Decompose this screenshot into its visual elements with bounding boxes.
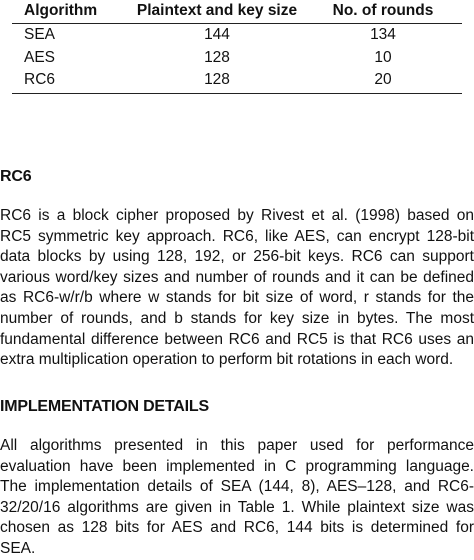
table-cell: 134: [370, 26, 396, 43]
paragraph-line: RC5 symmetric key approach. RC6, like AES, can encrypt 128-bit: [0, 227, 474, 245]
table-header-algorithm: Algorithm: [24, 2, 98, 19]
table-cell: RC6: [24, 71, 56, 88]
paragraph-line: All algorithms presented in this paper used for performance: [0, 437, 474, 454]
table-header-rounds: No. of rounds: [332, 2, 434, 19]
paragraph-rc6: [0, 206, 474, 371]
table-header-size: Plaintext and key size: [136, 2, 298, 19]
paragraph-line: extra multiplication operation to perform bit rotations in each word.: [0, 351, 454, 369]
table-cell: 128: [204, 71, 230, 88]
paragraph-line: The implementation details of SEA (144, 8), AES–128, and RC6-: [0, 478, 474, 496]
table-cell: 144: [204, 26, 230, 43]
paragraph-line: fundamental difference between RC6 and RC5 is that RC6 uses an: [0, 330, 474, 348]
table-bottom-rule: [12, 93, 462, 94]
paragraph-line: SEA.: [0, 539, 36, 557]
paragraph-line: chosen as 128 bits for AES and RC6, 144 bits is determined for: [0, 519, 474, 537]
table-cell: 10: [374, 49, 392, 66]
paragraph-line: various word/key sizes and number of rounds and it can be defined: [0, 268, 474, 286]
paragraph-implementation: [0, 436, 474, 560]
paragraph-line: RC6 is a block cipher proposed by Rivest et al. (1998) based on: [0, 207, 474, 224]
section-heading-rc6: RC6: [0, 168, 32, 185]
table-cell: SEA: [24, 26, 56, 43]
paragraph-line: as RC6-w/r/b where w stands for bit size of word, r stands for the: [0, 289, 474, 307]
table-cell: AES: [24, 49, 56, 66]
table-cell: 20: [374, 71, 392, 88]
paragraph-line: 32/20/16 algorithms are given in Table 1. While plaintext size was: [0, 498, 474, 516]
section-heading-implementation: IMPLEMENTATION DETAILS: [0, 398, 209, 415]
paragraph-line: data blocks by using 128, 192, or 256-bit keys. RC6 can support: [0, 248, 474, 266]
paragraph-line: evaluation have been implemented in C programming language.: [0, 457, 474, 475]
table-header-rule: [12, 23, 462, 24]
table-cell: 128: [204, 49, 230, 66]
paragraph-line: number of rounds, and b stands for key size in bytes. The most: [0, 309, 474, 327]
